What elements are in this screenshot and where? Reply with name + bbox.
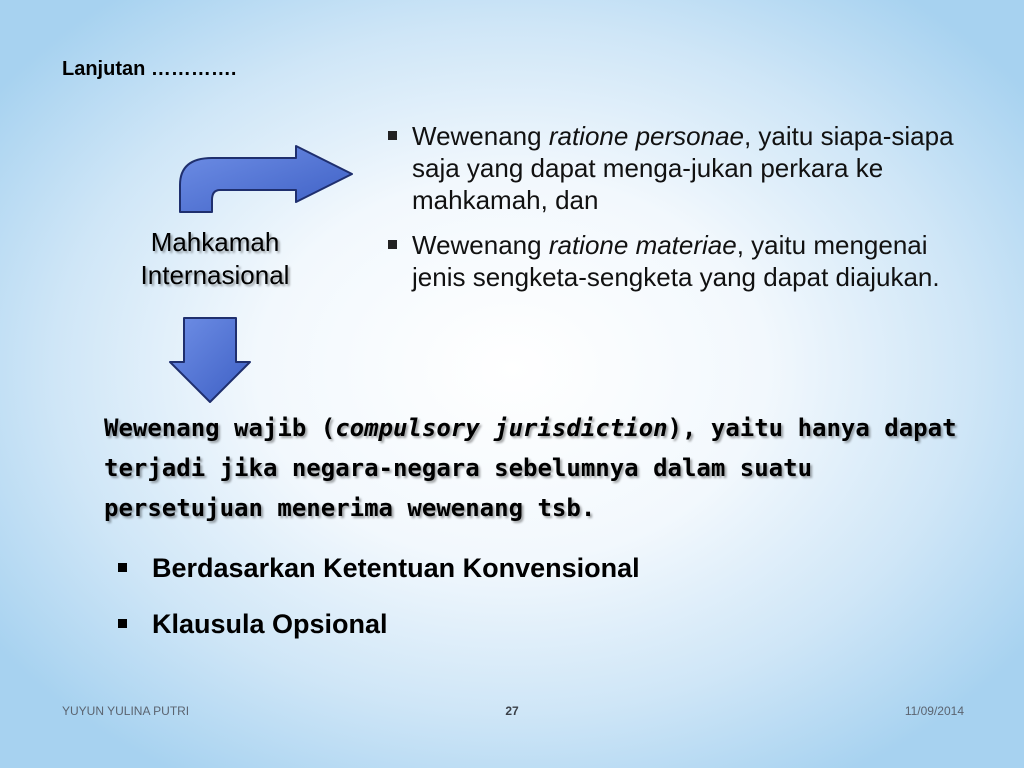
square-bullet-icon	[388, 240, 397, 249]
authority-bullet-list	[384, 120, 984, 306]
basis-bullet-list	[118, 552, 640, 664]
bullet-text-after: , yaitu mengenai jenis sengketa-sengketa yang dapat diajukan.	[412, 230, 940, 292]
bullet-text-before: Wewenang	[412, 230, 549, 260]
compulsory-text-italic: compulsory jurisdiction	[335, 414, 668, 442]
bullet-klausula-opsional	[118, 608, 640, 640]
footer-date: 11/09/2014	[904, 704, 964, 718]
bullet-ratione-personae	[384, 120, 984, 216]
bullet-text-italic: ratione personae	[548, 121, 744, 151]
bullet-text-italic: ratione materiae	[548, 230, 737, 260]
bullet-label: Klausula Opsional	[152, 609, 388, 639]
compulsory-jurisdiction-paragraph	[104, 408, 984, 528]
center-label-line-2: Internasional	[140, 260, 290, 290]
compulsory-text-after: ), yaitu hanya dapat terjadi jika negara-negara sebelumnya dalam suatu persetujuan menerima wewenang tsb.	[104, 414, 957, 522]
footer-page-number: 27	[505, 704, 519, 718]
center-label-line-1: Mahkamah	[150, 227, 280, 257]
square-bullet-icon	[388, 131, 397, 140]
bullet-label: Berdasarkan Ketentuan Konvensional	[152, 553, 640, 583]
square-bullet-icon	[118, 563, 127, 572]
footer-author: YUYUN YULINA PUTRI	[62, 704, 190, 718]
down-arrow-icon	[170, 318, 250, 402]
bullet-ratione-materiae	[384, 229, 984, 293]
square-bullet-icon	[118, 619, 127, 628]
bullet-konvensional	[118, 552, 640, 584]
bullet-text-before: Wewenang	[412, 121, 549, 151]
curved-arrow-right-icon	[180, 146, 352, 212]
compulsory-text-before: Wewenang wajib (	[104, 414, 336, 442]
bullet-text-after: , yaitu siapa-siapa saja yang dapat menga-jukan perkara ke mahkamah, dan	[412, 121, 954, 215]
slide-title: Lanjutan ………….	[62, 58, 237, 80]
mahkamah-internasional-label	[100, 226, 330, 292]
